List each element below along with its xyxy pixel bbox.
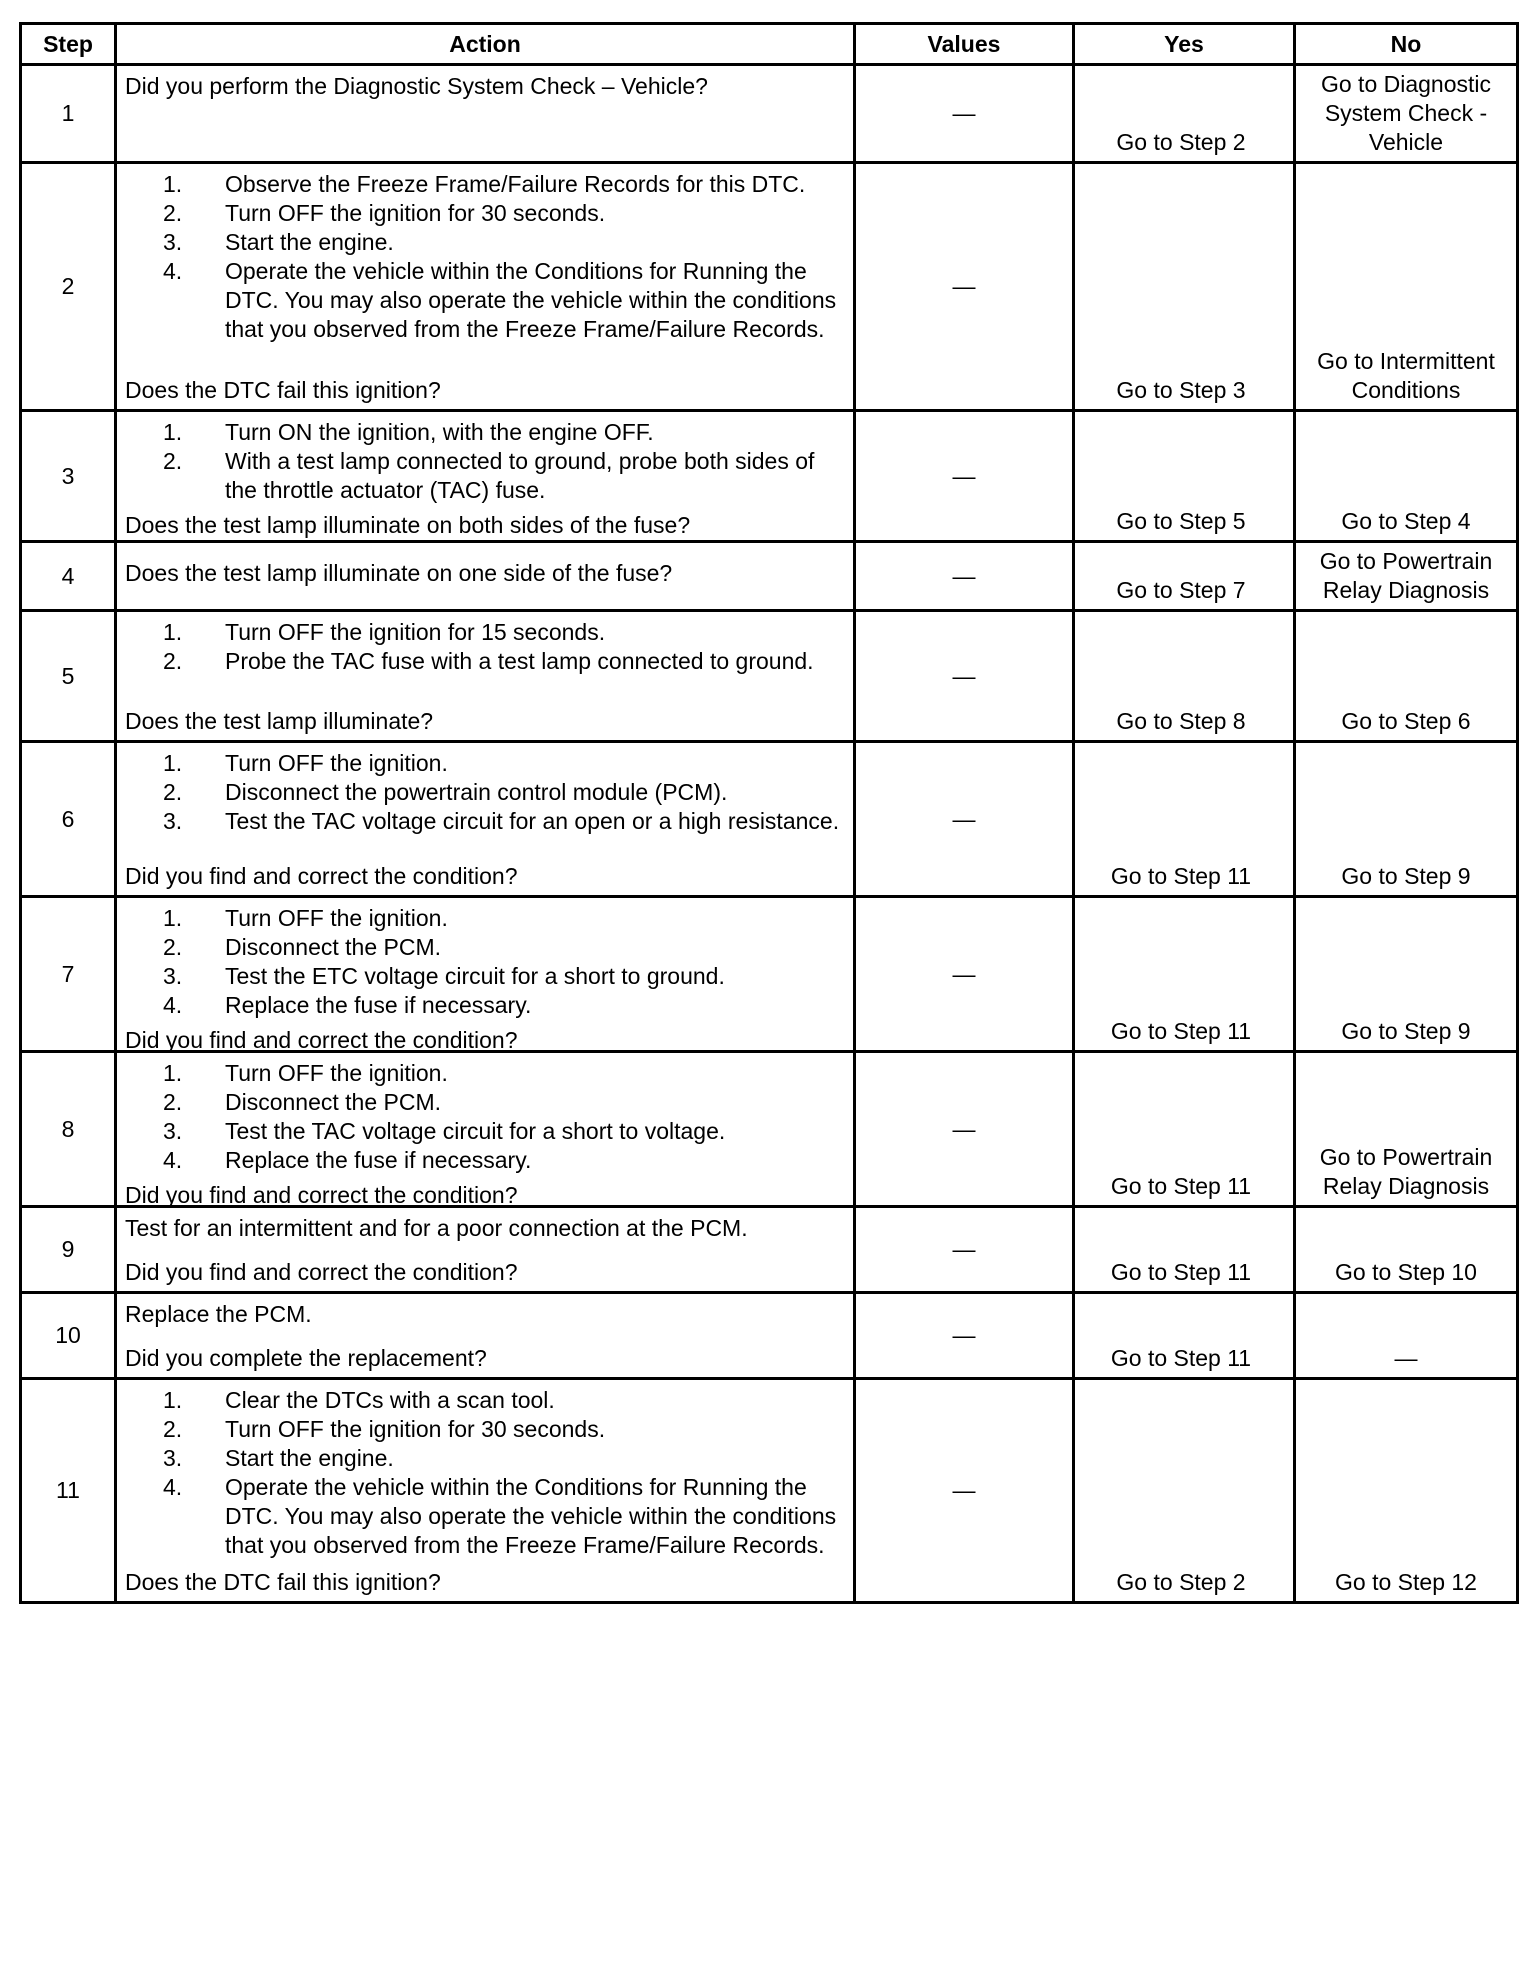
list-item-number: 4.: [163, 1147, 183, 1173]
values-cell: —: [855, 542, 1074, 611]
list-item: [163, 1386, 845, 1415]
instruction-list: [125, 418, 845, 505]
yes-cell: Go to Step 11: [1074, 897, 1295, 1052]
list-item-number: 2.: [163, 1416, 183, 1442]
instruction-list: [125, 170, 845, 344]
action-text: Test for an intermittent and for a poor connection at the PCM.: [125, 1215, 748, 1241]
list-item-text: Replace the fuse if necessary.: [225, 1147, 532, 1173]
list-item: [163, 962, 845, 991]
instruction-list: [125, 749, 845, 836]
column-header-action: Action: [116, 24, 855, 65]
list-item: [163, 778, 845, 807]
no-cell: Go to Powertrain Relay Diagnosis: [1295, 542, 1518, 611]
list-item-number: 3.: [163, 229, 183, 255]
list-item-text: Observe the Freeze Frame/Failure Records for this DTC.: [225, 171, 806, 197]
no-cell: Go to Step 4: [1295, 411, 1518, 542]
list-item-text: Turn OFF the ignition for 15 seconds.: [225, 619, 606, 645]
list-item-number: 4.: [163, 1474, 183, 1500]
step-number: 3: [21, 411, 116, 542]
yes-cell: Go to Step 11: [1074, 1052, 1295, 1207]
list-item-text: Turn OFF the ignition.: [225, 905, 448, 931]
yes-cell: Go to Step 11: [1074, 1207, 1295, 1293]
list-item-text: Disconnect the powertrain control module (PCM).: [225, 779, 728, 805]
values-cell: —: [855, 65, 1074, 163]
step-number: 5: [21, 611, 116, 742]
yes-cell: Go to Step 11: [1074, 1293, 1295, 1379]
action-instructions: [125, 749, 845, 836]
list-item: [163, 228, 845, 257]
action-cell: [116, 163, 855, 411]
yes-cell: Go to Step 8: [1074, 611, 1295, 742]
list-item: [163, 447, 845, 505]
table-row: [21, 611, 1518, 742]
instruction-list: [125, 904, 845, 1020]
list-item-number: 2.: [163, 934, 183, 960]
list-item-text: Turn OFF the ignition.: [225, 750, 448, 776]
list-item: [163, 618, 845, 647]
action-instructions: [125, 170, 845, 344]
values-cell: —: [855, 611, 1074, 742]
list-item-text: Probe the TAC fuse with a test lamp connected to ground.: [225, 648, 814, 674]
action-cell: [116, 1293, 855, 1379]
list-item-number: 1.: [163, 905, 183, 931]
action-instructions: [125, 418, 845, 505]
action-question: Did you find and correct the condition?: [125, 1182, 518, 1208]
action-cell: [116, 611, 855, 742]
action-question: Did you find and correct the condition?: [125, 863, 518, 889]
list-item-number: 1.: [163, 419, 183, 445]
action-content: [125, 1214, 845, 1287]
action-content: [125, 749, 845, 891]
table-row: [21, 65, 1518, 163]
list-item-number: 3.: [163, 808, 183, 834]
yes-cell: Go to Step 11: [1074, 742, 1295, 897]
action-text: Replace the PCM.: [125, 1301, 312, 1327]
action-content: [125, 904, 845, 1053]
list-item-text: With a test lamp connected to ground, probe both sides of the throttle actuator (TAC) fuse.: [225, 448, 815, 503]
table-row: [21, 1293, 1518, 1379]
list-item-text: Turn OFF the ignition for 30 seconds.: [225, 1416, 606, 1442]
action-content: [125, 618, 845, 736]
list-item-text: Start the engine.: [225, 229, 394, 255]
no-cell: Go to Step 10: [1295, 1207, 1518, 1293]
list-item-text: Operate the vehicle within the Conditions for Running the DTC. You may also operate the vehicle within the conditions that you observed from the Freeze Frame/Failure Records.: [225, 1474, 837, 1558]
list-item-number: 3.: [163, 1445, 183, 1471]
list-item-number: 1.: [163, 1060, 183, 1086]
column-header-yes: Yes: [1074, 24, 1295, 65]
table-row: [21, 897, 1518, 1052]
step-number: 7: [21, 897, 116, 1052]
action-instructions: [125, 72, 845, 101]
action-cell: [116, 897, 855, 1052]
list-item-text: Clear the DTCs with a scan tool.: [225, 1387, 555, 1413]
instruction-list: [125, 618, 845, 676]
no-cell: Go to Diagnostic System Check - Vehicle: [1295, 65, 1518, 163]
no-cell: Go to Step 9: [1295, 742, 1518, 897]
list-item-number: 1.: [163, 619, 183, 645]
column-header-values: Values: [855, 24, 1074, 65]
action-question: Did you find and correct the condition?: [125, 1259, 518, 1285]
step-number: 2: [21, 163, 116, 411]
action-instructions: [125, 904, 845, 1020]
list-item-text: Disconnect the PCM.: [225, 934, 442, 960]
column-header-no: No: [1295, 24, 1518, 65]
values-cell: —: [855, 742, 1074, 897]
list-item-number: 2.: [163, 648, 183, 674]
list-item-text: Operate the vehicle within the Conditions for Running the DTC. You may also operate the vehicle within the conditions that you observed from the Freeze Frame/Failure Records.: [225, 258, 837, 342]
step-number: 8: [21, 1052, 116, 1207]
list-item-number: 2.: [163, 200, 183, 226]
list-item: [163, 991, 845, 1020]
action-cell: [116, 1207, 855, 1293]
list-item: [163, 904, 845, 933]
action-instructions: [125, 618, 845, 676]
list-item: [163, 1059, 845, 1088]
step-number: 1: [21, 65, 116, 163]
list-item: [163, 1473, 845, 1560]
list-item-text: Replace the fuse if necessary.: [225, 992, 532, 1018]
action-content: [125, 1059, 845, 1208]
action-instructions: [125, 1386, 845, 1560]
no-cell: Go to Step 6: [1295, 611, 1518, 742]
list-item-number: 1.: [163, 171, 183, 197]
table-row: [21, 742, 1518, 897]
list-item: [163, 1444, 845, 1473]
action-question: Does the test lamp illuminate on both sides of the fuse?: [125, 512, 691, 538]
action-text: Did you perform the Diagnostic System Check – Vehicle?: [125, 73, 708, 99]
step-number: 10: [21, 1293, 116, 1379]
step-number: 11: [21, 1379, 116, 1603]
no-cell: Go to Step 9: [1295, 897, 1518, 1052]
instruction-list: [125, 1386, 845, 1560]
action-content: [125, 549, 845, 591]
action-question: Did you complete the replacement?: [125, 1345, 487, 1371]
list-item-number: 4.: [163, 992, 183, 1018]
no-cell: —: [1295, 1293, 1518, 1379]
instruction-list: [125, 1059, 845, 1175]
column-header-step: Step: [21, 24, 116, 65]
action-instructions: [125, 1300, 845, 1329]
list-item: [163, 1415, 845, 1444]
list-item: [163, 1088, 845, 1117]
table-row: [21, 1052, 1518, 1207]
no-cell: Go to Intermittent Conditions: [1295, 163, 1518, 411]
action-cell: [116, 1052, 855, 1207]
action-cell: [116, 411, 855, 542]
action-instructions: [125, 1059, 845, 1175]
action-cell: [116, 542, 855, 611]
list-item-text: Turn OFF the ignition for 30 seconds.: [225, 200, 606, 226]
action-instructions: [125, 1214, 845, 1243]
action-content: [125, 1300, 845, 1373]
action-question: Does the DTC fail this ignition?: [125, 377, 441, 403]
list-item: [163, 933, 845, 962]
diagnostic-table: [19, 22, 1519, 1604]
list-item: [163, 1117, 845, 1146]
list-item-text: Test the TAC voltage circuit for an open or a high resistance.: [225, 808, 840, 834]
list-item-number: 2.: [163, 448, 183, 474]
list-item: [163, 807, 845, 836]
step-number: 6: [21, 742, 116, 897]
step-number: 4: [21, 542, 116, 611]
list-item: [163, 257, 845, 344]
yes-cell: Go to Step 3: [1074, 163, 1295, 411]
action-cell: [116, 1379, 855, 1603]
values-cell: —: [855, 411, 1074, 542]
list-item: [163, 749, 845, 778]
action-content: [125, 1386, 845, 1597]
list-item-text: Disconnect the PCM.: [225, 1089, 442, 1115]
list-item: [163, 1146, 845, 1175]
list-item-number: 4.: [163, 258, 183, 284]
list-item-number: 1.: [163, 1387, 183, 1413]
list-item-text: Turn ON the ignition, with the engine OFF.: [225, 419, 654, 445]
table-row: [21, 542, 1518, 611]
table-row: [21, 1207, 1518, 1293]
list-item-text: Test the ETC voltage circuit for a short to ground.: [225, 963, 725, 989]
header-row: [21, 24, 1518, 65]
list-item-number: 3.: [163, 1118, 183, 1144]
action-question: Does the test lamp illuminate on one side of the fuse?: [125, 559, 673, 586]
yes-cell: Go to Step 7: [1074, 542, 1295, 611]
yes-cell: Go to Step 2: [1074, 1379, 1295, 1603]
action-cell: [116, 742, 855, 897]
action-cell: [116, 65, 855, 163]
list-item-number: 2.: [163, 1089, 183, 1115]
table-row: [21, 1379, 1518, 1603]
table-row: [21, 163, 1518, 411]
values-cell: —: [855, 1379, 1074, 1603]
action-content: [125, 170, 845, 405]
list-item: [163, 199, 845, 228]
values-cell: —: [855, 1293, 1074, 1379]
list-item-number: 2.: [163, 779, 183, 805]
list-item: [163, 418, 845, 447]
list-item-text: Test the TAC voltage circuit for a short to voltage.: [225, 1118, 726, 1144]
values-cell: —: [855, 1207, 1074, 1293]
values-cell: —: [855, 163, 1074, 411]
list-item: [163, 170, 845, 199]
step-number: 9: [21, 1207, 116, 1293]
action-question: Does the test lamp illuminate?: [125, 708, 434, 734]
no-cell: Go to Powertrain Relay Diagnosis: [1295, 1052, 1518, 1207]
action-question: Did you find and correct the condition?: [125, 1027, 518, 1053]
yes-cell: Go to Step 2: [1074, 65, 1295, 163]
no-cell: Go to Step 12: [1295, 1379, 1518, 1603]
values-cell: —: [855, 1052, 1074, 1207]
list-item-number: 1.: [163, 750, 183, 776]
list-item-text: Start the engine.: [225, 1445, 394, 1471]
action-content: [125, 418, 845, 536]
list-item-number: 3.: [163, 963, 183, 989]
list-item-text: Turn OFF the ignition.: [225, 1060, 448, 1086]
action-content: [125, 72, 845, 137]
action-question: Does the DTC fail this ignition?: [125, 1569, 441, 1595]
list-item: [163, 647, 845, 676]
values-cell: —: [855, 897, 1074, 1052]
yes-cell: Go to Step 5: [1074, 411, 1295, 542]
table-row: [21, 411, 1518, 542]
diagnostic-table-page: [19, 22, 1516, 1604]
